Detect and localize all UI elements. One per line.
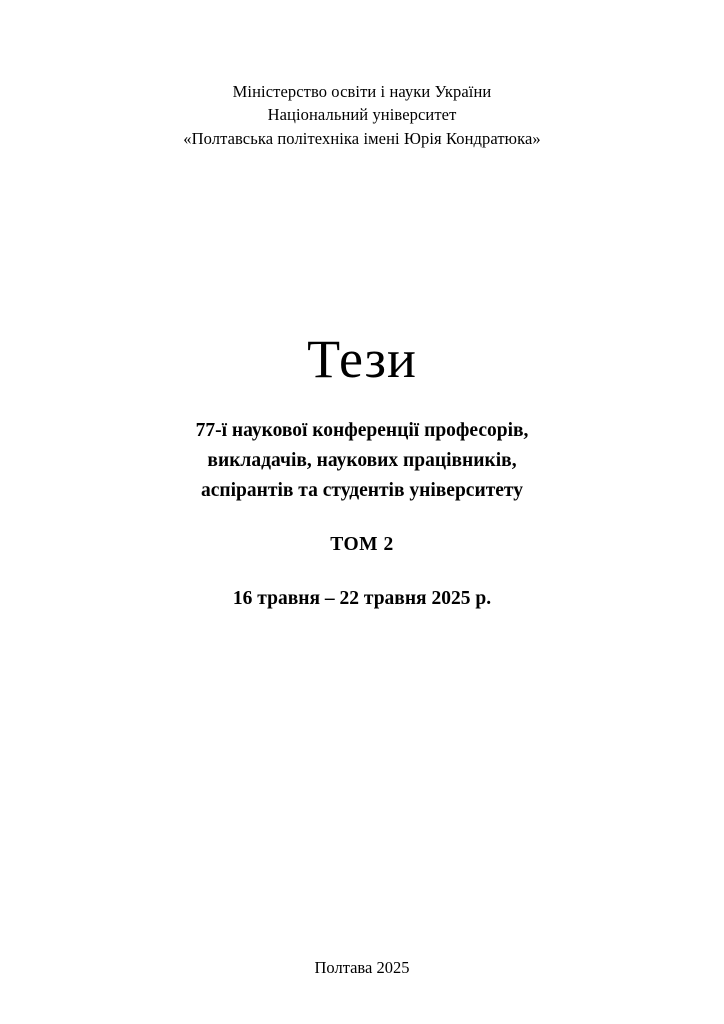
volume-label: ТОМ 2 [330,534,394,556]
affiliation-line-1: Міністерство освіти і науки України [232,82,492,101]
title-block [0,330,724,610]
subtitle-line-3: аспірантів та студентів університету [200,480,524,502]
imprint-footer: Полтава 2025 [314,958,410,977]
conference-dates: 16 травня – 22 травня 2025 р. [232,588,492,610]
subtitle-block [152,416,572,507]
subtitle-line-2: викладачів, наукових працівників, [207,449,517,471]
affiliation-block [183,80,540,150]
subtitle-line-1: 77-ї наукової конференції професорів, [195,419,529,441]
affiliation-line-3: «Полтавська політехніка імені Юрія Кондратюка» [183,128,541,148]
affiliation-line-2: Національний університет [267,105,457,125]
page-title: Тези [307,329,417,390]
